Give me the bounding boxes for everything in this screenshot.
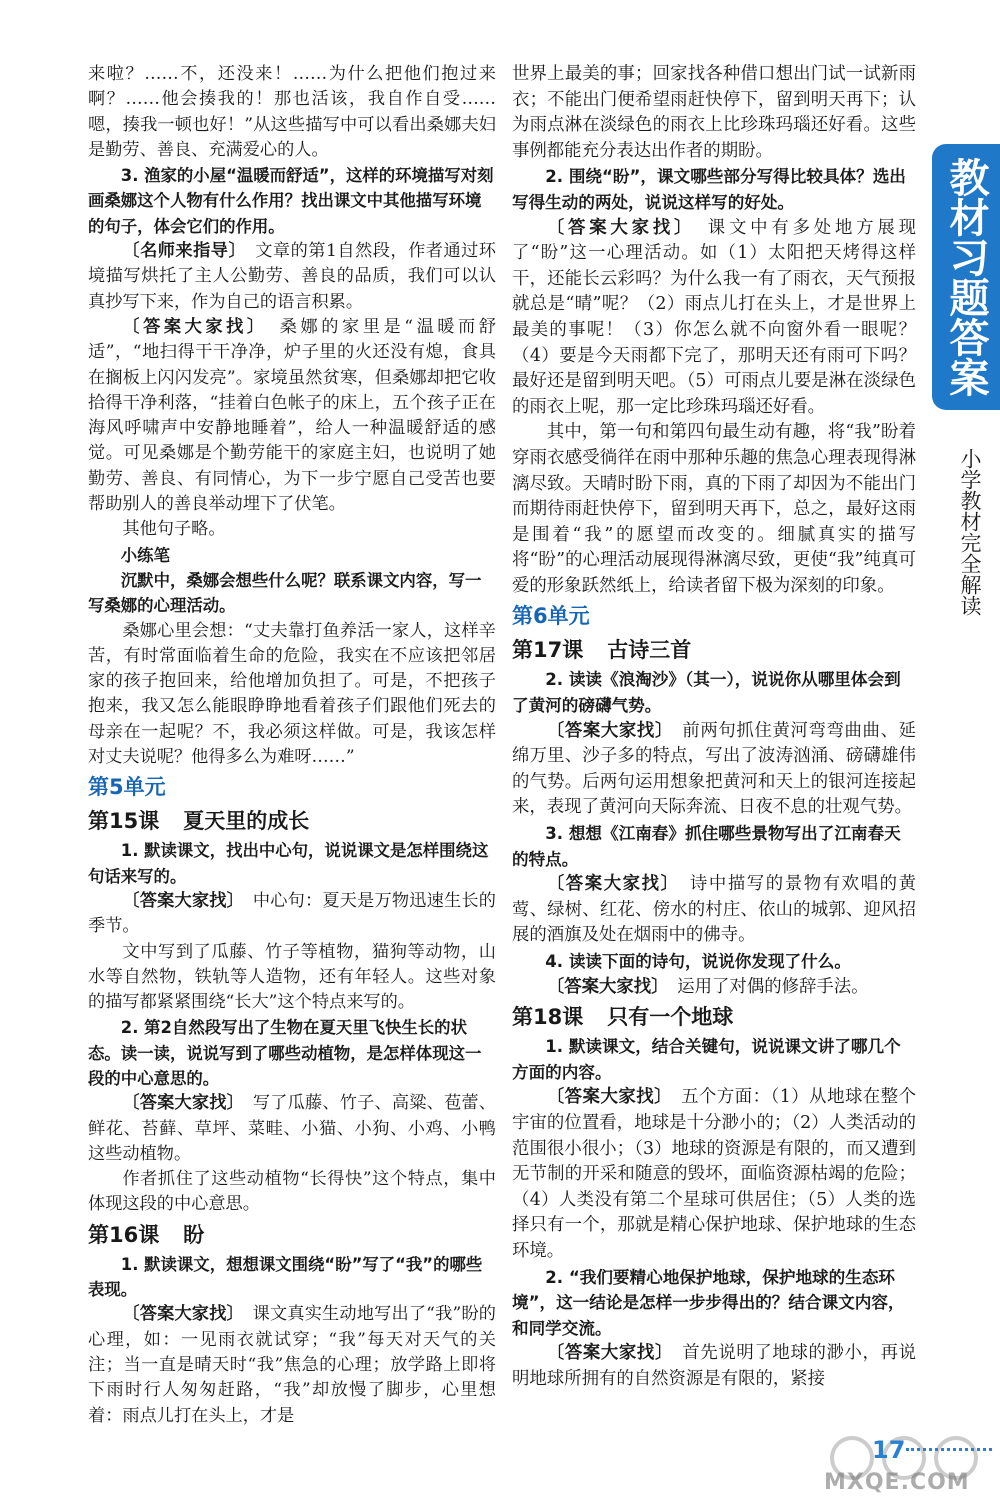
page-number: 17 xyxy=(872,1436,906,1464)
answer-text: 写了瓜藤、竹子、高粱、苞蕾、鲜花、苔藓、草坪、菜畦、小猫、小狗、小鸡、小鸭这些动植物。 xyxy=(88,1093,496,1164)
lesson-heading xyxy=(512,1000,916,1034)
lesson-title: 盼 xyxy=(183,1222,205,1247)
watermark-site: MXQE.COM xyxy=(824,1470,970,1495)
lesson-title: 夏天里的成长 xyxy=(183,809,310,834)
answer-tag: 〔答案大家找〕 xyxy=(122,1304,244,1325)
question: 2. 读读《浪淘沙》（其一），说说你从哪里体会到了黄河的磅礴气势。 xyxy=(512,670,901,716)
question: 沉默中，桑娜会想些什么呢？联系课文内容，写一写桑娜的心理活动。 xyxy=(88,570,482,616)
lesson-title: 只有一个地球 xyxy=(607,1005,734,1030)
answer-tag: 〔答案大家找〕 xyxy=(546,874,680,895)
lesson-number: 第17课 xyxy=(512,638,584,663)
lesson-number: 第18课 xyxy=(512,1005,584,1030)
paragraph: 文中写到了瓜藤、竹子等植物，猫狗等动物，山水等自然物，铁轨等人造物，还有年轻人。这些对象的描写都紧紧围绕“长大”这个特点来写的。 xyxy=(88,941,496,1013)
paragraph: 作者抓住了这些动植物“长得快”这个特点，集中体现这段的中心意思。 xyxy=(88,1169,496,1215)
answer-text: 中心句：夏天是万物迅速生长的季节。 xyxy=(88,890,496,937)
answer-paragraph xyxy=(512,1085,916,1264)
lesson-heading xyxy=(512,633,916,667)
answer-tag: 〔答案大家找〕 xyxy=(122,316,268,337)
lesson-number: 第16课 xyxy=(88,1222,160,1247)
paragraph: 其中，第一句和第四句最生动有趣，将“我”盼着穿雨衣感受徜徉在雨中那种乐趣的焦急心理表现得淋漓尽致。天晴时盼下雨，真的下雨了却因为不能出门而期待雨赶快停下，留到明天再下，总之，最好这雨是围着“我”的愿望而改变的。细腻真实的描写将“盼”的心理活动展现得淋漓尽致，更使“我”纯真可爱的形象跃然纸上，给读者留下极为深刻的印象。 xyxy=(512,422,916,596)
answer-tag: 〔答案大家找〕 xyxy=(546,976,669,997)
lesson-heading xyxy=(88,1218,496,1252)
answer-paragraph xyxy=(88,1302,496,1428)
answer-paragraph xyxy=(88,239,496,315)
unit-heading: 第5单元 xyxy=(88,775,166,800)
lesson-title: 古诗三首 xyxy=(607,638,692,663)
answer-text: 五个方面：（1）从地球在整个宇宙的位置看，地球是十分渺小的；（2）人类活动的范围很小很小；（3）地球的资源是有限的，而又遭到无节制的开采和随意的毁坏，面临资源枯竭的危险；（4）人类没有第二个星球可供居住；（5）人类的选择只有一个，那就是精心保护地球、保护地球的生态环境。 xyxy=(512,1087,916,1261)
section-tab-label: 教材习题答案 xyxy=(943,157,989,397)
answer-text: 诗中描写的景物有欢唱的黄莺、绿树、红花、傍水的村庄、依山的城郭、迎风招展的酒旗及处在烟雨中的佛寺。 xyxy=(512,874,916,946)
question: 2. 围绕“盼”，课文哪些部分写得比较具体？选出写得生动的两处，说说这样写的好处。 xyxy=(512,167,906,212)
subsection-heading: 小练笔 xyxy=(120,545,170,565)
section-tab xyxy=(932,144,1000,410)
answer-tag: 〔答案大家找〕 xyxy=(546,1343,673,1364)
question: 1. 默读课文，想想课文围绕“盼”写了“我”的哪些表现。 xyxy=(88,1254,483,1300)
answer-tag: 〔答案大家找〕 xyxy=(122,1093,245,1114)
unit-heading: 第6单元 xyxy=(512,604,590,629)
left-column xyxy=(88,62,496,1429)
answer-text: 课文真实生动地写出了“我”盼的心理，如：一见雨衣就试穿；“我”每天对天气的关注；当一直是晴天时“我”焦急的心理；放学路上即将下雨时行人匆匆赶路，“我”却放慢了脚步，心里想着：雨点儿打在头上，才是 xyxy=(88,1304,496,1426)
answer-tag: 〔答案大家找〕 xyxy=(122,890,245,911)
paragraph: 其他句子略。 xyxy=(122,519,226,540)
answer-paragraph xyxy=(512,872,916,949)
paragraph: 来啦？……不，还没来！……为什么把他们抱过来啊？……他会揍我的！那也活该，我自作自受……嗯，揍我一顿也好！”从这些描写中可以看出桑娜夫妇是勤劳、善良、充满爱心的人。 xyxy=(88,64,496,160)
answer-text: 桑娜的家里是“温暖而舒适”，“地扫得干干净净，炉子里的火还没有熄，食具在搁板上闪闪发亮”。家境虽然贫寒，但桑娜却把它收拾得干净利落，“挂着白色帐子的床上，五个孩子正在海风呼啸声中安静地睡着”，给人一种温暖舒适的感觉。可见桑娜是个勤劳能干的家庭主妇，也说明了她勤劳、善良、有同情心，为下一步宁愿自己受苦也要帮助别人的善良举动埋下了伏笔。 xyxy=(88,316,496,515)
question: 1. 默读课文，找出中心句，说说课文是怎样围绕这句话来写的。 xyxy=(88,841,489,886)
answer-paragraph xyxy=(88,315,496,517)
answer-text: 文章的第1自然段，作者通过环境描写烘托了主人公勤劳、善良的品质，我们可以认真抄写下来，作为自己的语言积累。 xyxy=(88,241,496,312)
book-series-label: 小学教材完全解读 xyxy=(958,448,982,616)
page-number-dots xyxy=(906,1448,992,1451)
paragraph: 桑娜心里会想：“丈夫靠打鱼养活一家人，这样辛苦，有时常面临着生命的危险，我实在不应该把邻居家的孩子抱回来，给他增加负担了。可是，不把孩子抱来，我又怎么能眼睁睁地看着孩子们跟他们死去的母亲在一起呢？不，我必须这样做。可是，我该怎样对丈夫说呢？他得多么为难呀……” xyxy=(88,620,496,768)
right-column xyxy=(512,62,916,1393)
answer-paragraph xyxy=(88,889,496,940)
lesson-heading xyxy=(88,804,496,838)
paragraph: 世界上最美的事；回家找各种借口想出门试一试新雨衣；不能出门便希望雨赶快停下，留到明天再下；认为雨点淋在淡绿色的雨衣上比珍珠玛瑙还好看。这些事例都能充分表达出作者的期盼。 xyxy=(512,64,916,161)
answer-paragraph xyxy=(512,719,916,821)
answer-text: 课文中有多处地方展现了“盼”这一心理活动。如（1）太阳把天烤得这样干，还能长云彩吗？为什么我一有了雨衣，天气预报就总是“晴”呢？（2）雨点儿打在头上，才是世界上最美的事呢！（3）你怎么就不向窗外看一眼呢？（4）要是今天雨都下完了，那明天还有雨可下吗？最好还是留到明天吧。（5）可雨点儿要是淋在淡绿色的雨衣上呢，那一定比珍珠玛瑙还好看。 xyxy=(512,217,916,417)
answer-tag: 〔答案大家找〕 xyxy=(546,1087,672,1108)
question: 4. 读读下面的诗句，说说你发现了什么。 xyxy=(545,952,851,971)
answer-tag: 〔答案大家找〕 xyxy=(546,217,696,238)
question: 3. 渔家的小屋“温暖而舒适”，这样的环境描写对刻画桑娜这个人物有什么作用？找出课文中其他描写环境的句子，体会它们的作用。 xyxy=(88,166,494,236)
lesson-number: 第15课 xyxy=(88,809,160,834)
answer-text: 运用了对偶的修辞手法。 xyxy=(677,976,869,997)
question: 3. 想想《江南春》抓住哪些景物写出了江南春天的特点。 xyxy=(512,824,901,869)
question: 2. “我们要精心地保护地球，保护地球的生态环境”，这一结论是怎样一步步得出的？结合课文内容，和同学交流。 xyxy=(512,1267,905,1338)
question: 1. 默读课文，结合关键句，说说课文讲了哪几个方面的内容。 xyxy=(512,1037,901,1082)
answer-text: 前两句抓住黄河弯弯曲曲、延绵万里、沙子多的特点，写出了波涛汹涌、磅礴雄伟的气势。后两句运用想象把黄河和天上的银河连接起来，表现了黄河向天际奔流、日夜不息的壮观气势。 xyxy=(512,720,916,818)
answer-paragraph xyxy=(512,216,916,421)
answer-paragraph xyxy=(88,1091,496,1167)
answer-text: 首先说明了地球的渺小，再说明地球所拥有的自然资源是有限的，紧接 xyxy=(512,1343,916,1389)
answer-tag: 〔名师来指导〕 xyxy=(122,241,247,262)
answer-paragraph xyxy=(512,1341,916,1392)
question: 2. 第2自然段写出了生物在夏天里飞快生长的状态。读一读，说说写到了哪些动植物，是怎样体现这一段的中心意思的。 xyxy=(88,1018,482,1088)
answer-tag: 〔答案大家找〕 xyxy=(546,720,673,741)
answer-paragraph xyxy=(512,975,916,1001)
